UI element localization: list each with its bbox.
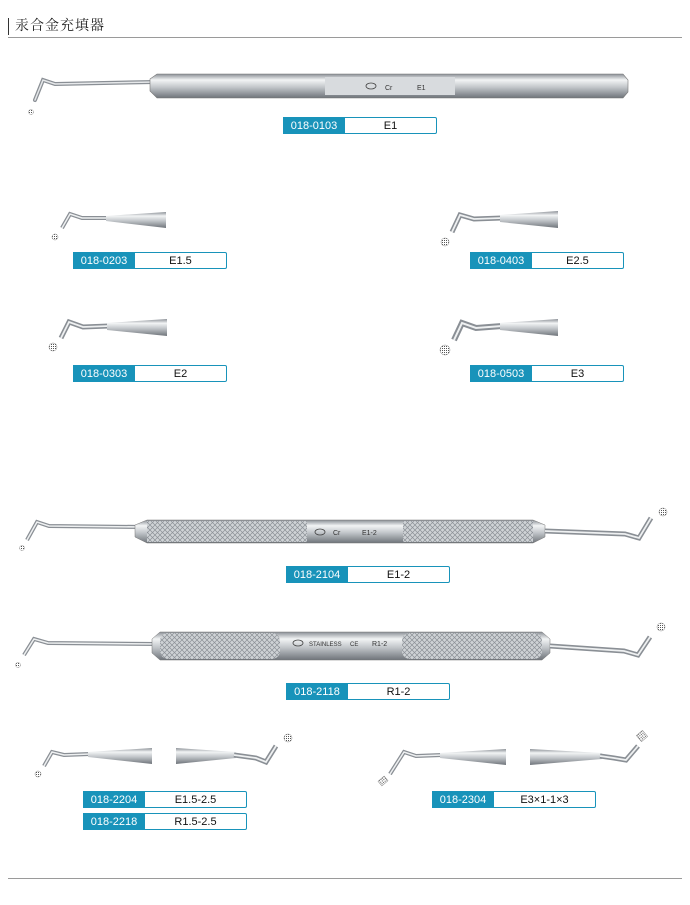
product-code: 018-2118 — [286, 683, 348, 700]
instrument-018-0403-image — [438, 200, 563, 250]
footer-divider — [8, 878, 682, 879]
product-code: 018-2104 — [286, 566, 348, 583]
page-title: 汞合金充填器 — [8, 18, 105, 35]
product-label — [286, 683, 450, 700]
product-model: E2.5 — [532, 252, 624, 269]
engraving-text: CE — [350, 642, 359, 648]
product-code: 018-0503 — [470, 365, 532, 382]
instrument-018-0203-image — [48, 200, 173, 245]
product-label — [83, 813, 247, 830]
header-divider — [8, 37, 682, 38]
product-model: R1.5-2.5 — [145, 813, 247, 830]
instrument-018-0303-image — [45, 310, 170, 360]
product-code: 018-2304 — [432, 791, 494, 808]
product-code: 018-0303 — [73, 365, 135, 382]
product-model: R1-2 — [348, 683, 450, 700]
engraving-text: STAINLESS — [309, 642, 342, 648]
product-model: E1 — [345, 117, 437, 134]
instrument-018-2304-image — [376, 728, 666, 788]
instrument-018-0103-image — [25, 60, 635, 120]
product-code: 018-2218 — [83, 813, 145, 830]
engraving-text: E1-2 — [362, 530, 377, 537]
product-model: E3×1-1×3 — [494, 791, 596, 808]
product-model: E1.5 — [135, 252, 227, 269]
engraving-text: Cr — [333, 530, 341, 537]
product-model: E3 — [532, 365, 624, 382]
instrument-018-2104-image — [15, 500, 675, 555]
product-label — [470, 252, 624, 269]
product-model: E1.5-2.5 — [145, 791, 247, 808]
engraving-text: E1 — [417, 85, 426, 92]
product-model: E1-2 — [348, 566, 450, 583]
product-code: 018-2204 — [83, 791, 145, 808]
instrument-018-0503-image — [436, 310, 564, 362]
engraving-text: Cr — [385, 85, 393, 92]
instrument-018-2204-image — [30, 728, 300, 783]
product-label — [286, 566, 450, 583]
instrument-018-2118-image — [12, 615, 677, 675]
product-model: E2 — [135, 365, 227, 382]
product-label — [73, 252, 227, 269]
product-label — [432, 791, 596, 808]
product-code: 018-0103 — [283, 117, 345, 134]
engraving-text: R1-2 — [372, 641, 388, 648]
product-code: 018-0403 — [470, 252, 532, 269]
product-label — [83, 791, 247, 808]
product-label — [73, 365, 227, 382]
product-label — [283, 117, 437, 134]
product-code: 018-0203 — [73, 252, 135, 269]
product-label — [470, 365, 624, 382]
